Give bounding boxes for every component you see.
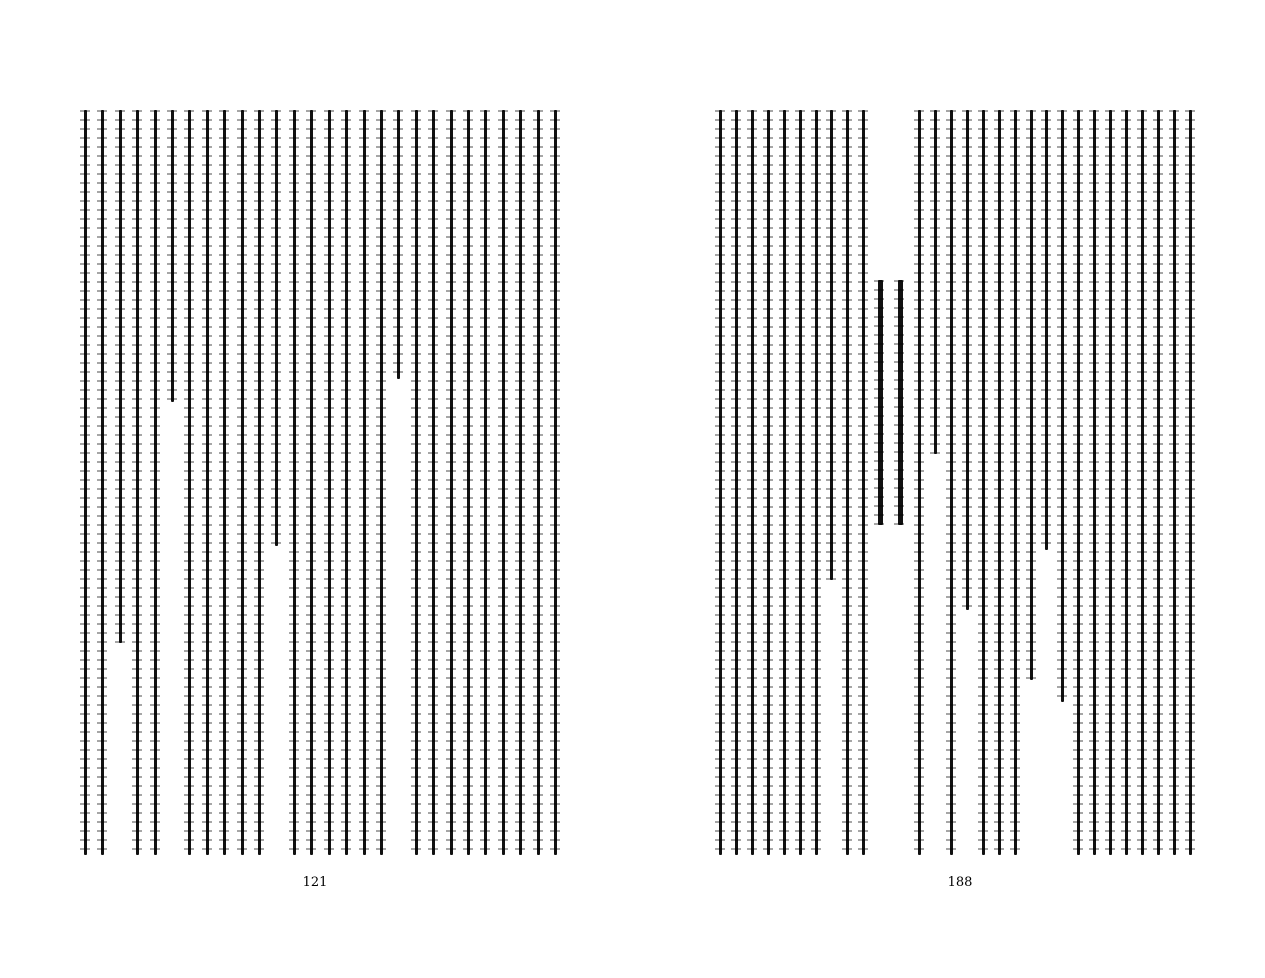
column-glyph-ticks <box>1169 110 1179 855</box>
text-column <box>237 110 247 855</box>
column-glyph-ticks <box>132 110 142 855</box>
text-column <box>1041 110 1051 855</box>
text-column <box>763 110 773 855</box>
column-glyph-ticks <box>446 110 456 855</box>
column-glyph-ticks <box>715 110 725 855</box>
column-glyph-ticks <box>324 110 334 855</box>
text-column <box>324 110 334 855</box>
right-page <box>715 100 1195 890</box>
column-glyph-ticks <box>498 110 508 855</box>
text-column <box>1185 110 1195 855</box>
text-column <box>930 110 940 855</box>
column-glyph-ticks <box>550 110 560 855</box>
column-glyph-ticks <box>826 110 836 580</box>
column-glyph-ticks <box>167 110 177 402</box>
text-column <box>826 110 836 855</box>
column-glyph-ticks <box>1089 110 1099 855</box>
text-column <box>341 110 351 855</box>
text-column <box>533 110 543 855</box>
text-column <box>550 110 560 855</box>
column-glyph-ticks <box>150 110 160 855</box>
text-column <box>795 110 805 855</box>
column-glyph-ticks <box>515 110 525 855</box>
column-glyph-ticks <box>1185 110 1195 855</box>
text-column <box>1121 110 1131 855</box>
text-column <box>1105 110 1115 855</box>
text-column <box>858 110 868 855</box>
column-glyph-ticks <box>289 110 299 855</box>
column-glyph-ticks <box>1041 110 1051 550</box>
column-glyph-ticks <box>914 110 924 855</box>
text-column <box>994 110 1004 855</box>
text-column <box>150 110 160 855</box>
text-column <box>978 110 988 855</box>
column-glyph-ticks <box>184 110 194 855</box>
column-glyph-ticks <box>1137 110 1147 855</box>
column-glyph-ticks <box>894 280 904 525</box>
text-column <box>747 110 757 855</box>
column-glyph-ticks <box>1105 110 1115 855</box>
text-column <box>132 110 142 855</box>
text-column <box>515 110 525 855</box>
column-glyph-ticks <box>341 110 351 855</box>
text-column <box>376 110 386 855</box>
heading-column <box>894 110 908 855</box>
column-glyph-ticks <box>1057 110 1067 702</box>
right-page-text-block <box>715 110 1195 855</box>
column-glyph-ticks <box>271 110 281 546</box>
column-glyph-ticks <box>1073 110 1083 855</box>
column-glyph-ticks <box>376 110 386 855</box>
right-page-number: 188 <box>947 875 973 890</box>
column-glyph-ticks <box>219 110 229 855</box>
column-glyph-ticks <box>533 110 543 855</box>
column-glyph-ticks <box>237 110 247 855</box>
text-column <box>1010 110 1020 855</box>
text-column <box>393 110 403 855</box>
column-glyph-ticks <box>463 110 473 855</box>
text-column <box>731 110 741 855</box>
text-column <box>411 110 421 855</box>
column-glyph-ticks <box>393 110 403 379</box>
column-glyph-ticks <box>747 110 757 855</box>
text-column <box>1073 110 1083 855</box>
text-column <box>115 110 125 855</box>
column-glyph-ticks <box>1010 110 1020 855</box>
left-page <box>80 100 560 890</box>
text-column <box>1153 110 1163 855</box>
column-glyph-ticks <box>874 280 884 525</box>
column-glyph-ticks <box>994 110 1004 855</box>
text-column <box>463 110 473 855</box>
column-glyph-ticks <box>811 110 821 855</box>
heading-column <box>874 110 888 855</box>
text-column <box>202 110 212 855</box>
text-column <box>289 110 299 855</box>
text-column <box>184 110 194 855</box>
column-glyph-ticks <box>946 110 956 855</box>
column-glyph-ticks <box>428 110 438 855</box>
text-column <box>779 110 789 855</box>
text-column <box>811 110 821 855</box>
column-glyph-ticks <box>202 110 212 855</box>
text-column <box>498 110 508 855</box>
text-column <box>1137 110 1147 855</box>
text-column <box>97 110 107 855</box>
column-glyph-ticks <box>1026 110 1036 680</box>
text-column <box>480 110 490 855</box>
left-page-number: 121 <box>302 875 328 890</box>
text-column <box>1089 110 1099 855</box>
column-glyph-ticks <box>763 110 773 855</box>
text-column <box>271 110 281 855</box>
column-glyph-ticks <box>97 110 107 855</box>
text-column <box>1026 110 1036 855</box>
column-glyph-ticks <box>1121 110 1131 855</box>
column-glyph-ticks <box>930 110 940 454</box>
column-glyph-ticks <box>480 110 490 855</box>
text-column <box>359 110 369 855</box>
column-glyph-ticks <box>858 110 868 855</box>
text-column <box>446 110 456 855</box>
column-glyph-ticks <box>779 110 789 855</box>
text-column <box>1057 110 1067 855</box>
column-glyph-ticks <box>1153 110 1163 855</box>
column-glyph-ticks <box>962 110 972 610</box>
column-glyph-ticks <box>795 110 805 855</box>
column-glyph-ticks <box>731 110 741 855</box>
left-page-text-block <box>80 110 560 855</box>
column-glyph-ticks <box>254 110 264 855</box>
column-glyph-ticks <box>359 110 369 855</box>
text-column <box>254 110 264 855</box>
text-column <box>306 110 316 855</box>
text-column <box>715 110 725 855</box>
text-column <box>167 110 177 855</box>
column-glyph-ticks <box>978 110 988 855</box>
column-glyph-ticks <box>411 110 421 855</box>
text-column <box>80 110 90 855</box>
text-column <box>946 110 956 855</box>
text-column <box>428 110 438 855</box>
column-glyph-ticks <box>842 110 852 855</box>
text-column <box>914 110 924 855</box>
text-column <box>219 110 229 855</box>
text-column <box>962 110 972 855</box>
text-column <box>842 110 852 855</box>
column-glyph-ticks <box>80 110 90 855</box>
column-glyph-ticks <box>306 110 316 855</box>
column-glyph-ticks <box>115 110 125 643</box>
text-column <box>1169 110 1179 855</box>
